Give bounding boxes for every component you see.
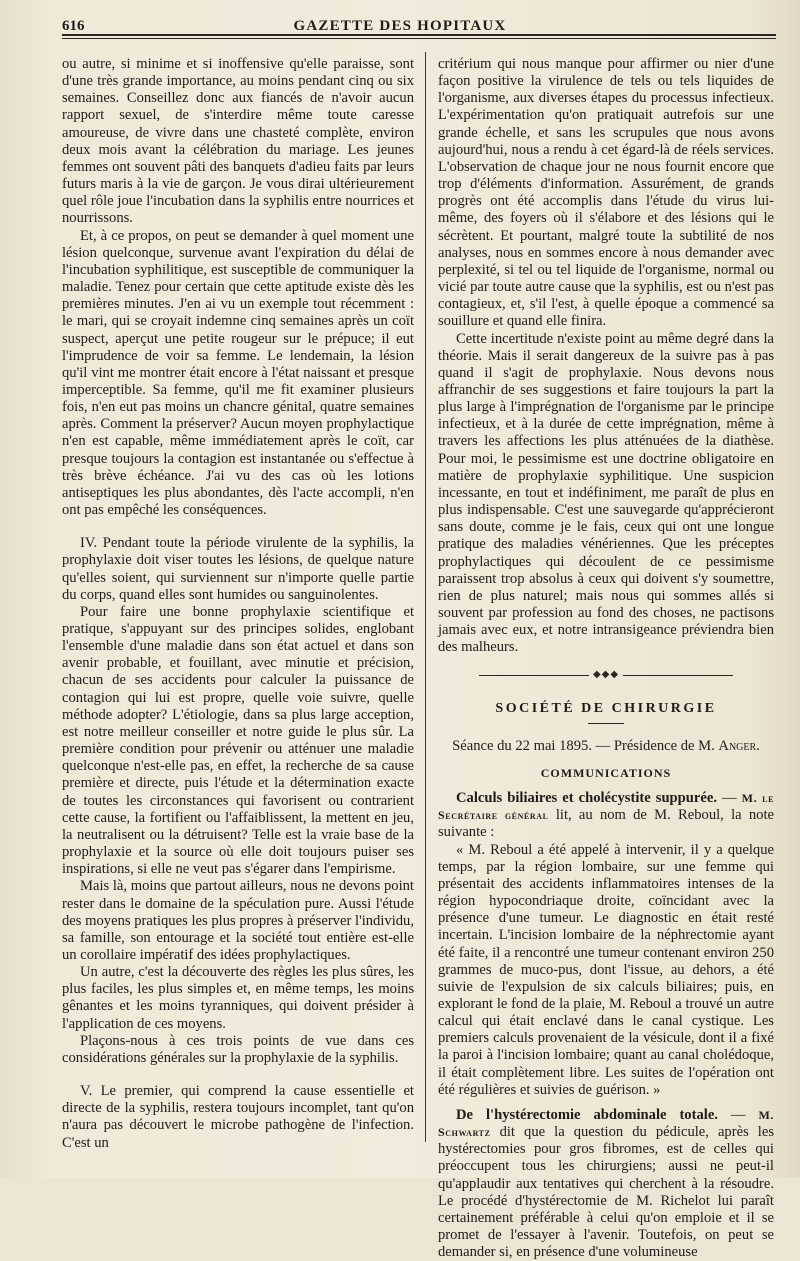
section-ornament: ◆◆◆ <box>438 666 774 683</box>
paragraph-section-v: V. Le premier, qui comprend la cause essentielle et directe de la syphilis, restera toujours incomplet, tant qu'on n'aura pas découvert le microbe pathogène de l'infection. C'est un <box>62 1083 414 1151</box>
seance-line <box>438 738 774 755</box>
article-title: De l'hystérectomie abdominale totale. <box>456 1106 718 1123</box>
column-divider <box>425 52 426 1142</box>
article-body: « M. Reboul a été appelé à intervenir, il y a quelque temps, par la région lombaire, sur une femme qui présentait des accidents inflammatoires intenses de la région hypocondriaque droite, coïncidant avec la présence d'une tumeur. Le diagnostic en était resté incertain. L'incision lombaire de la néphrectomie ayant été faite, il a rencontré une tumeur contenant environ 250 grammes de muco-pus, dont l'issue, au dehors, a été suivie de l'expulsion de six calculs biliaires; puis, en explorant le fond de la plaie, M. Reboul a trouvé un autre calcul qui était enclavé dans le canal cystique. Les premiers calculs provenaient de la vésicule, dont il a fixé la paroi à l'incision lombaire; quant au canal cholédoque, il était complètement libre. Les suites de l'opération ont été régulières et suivies de guérison. » <box>438 841 774 1098</box>
paragraph: Mais là, moins que partout ailleurs, nous ne devons point rester dans le domaine de la spéculation pure. Aussi l'étude des moyens pratiques les plus propres à préserver l'individu, sa famille, son entourage et la société tout entière est-elle un corollaire impératif des idées prophylactiques. <box>62 878 414 963</box>
journal-title: GAZETTE DES HOPITAUX <box>293 18 507 34</box>
right-column <box>438 56 774 1261</box>
seance-text: Séance du 22 mai 1895. — Présidence de M. <box>452 737 715 754</box>
paragraph: ou autre, si minime et si inoffensive qu'elle paraisse, sont d'une très grande importance, au moins pendant cinq ou six semaines. Conseillez donc aux fiancés de n'avoir aucun rapport sexuel, de s'interdire même toute caresse amoureuse, de vivre dans une chasteté complète, environ deux mois avant la célébration du mariage. Les jeunes femmes ont souvent pâti des banquets d'adieu faits par leurs futurs maris à la vie de garçon. Je vous dirai ultérieurement quel rôle joue l'incubation dans la syphilis entre nourrices et nourrissons. <box>62 56 414 227</box>
communications-heading: COMMUNICATIONS <box>540 765 672 780</box>
paragraph: Et, à ce propos, on peut se demander à quel moment une lésion quelconque, survenue avant l'expiration du délai de l'incubation syphilitique, est susceptible de communiquer la maladie. Tenez pour certain que cette aptitude existe dès les premières minutes. J'en ai vu un exemple tout récemment : le mari, qui se croyait indemne cinq semaines après un coït suspect, aperçut une petite rougeur sur le prépuce; il eut l'imprudence de voir sa femme. Le lendemain, la lésion qu'il vint me montrer était encore à l'état naissant et presque imperceptible. Sa femme, qu'il me fit examiner plusieurs fois, n'en eut pas moins un chancre génital, quatre semaines après. Comment la préserver? Aucun moyen prophylactique n'en est capable, même immédiatement après le coït, car presque toujours la contagion est instantanée ou s'effectue à très brève échéance. J'ai vu des cas où les lotions antiseptiques les plus abondantes, dès l'acte accompli, n'en ont pas empêché les conséquences. <box>62 227 414 519</box>
header-rule-thick <box>62 34 776 36</box>
article-intro: lit, au nom de M. Reboul, la note suivante : <box>438 807 774 841</box>
paragraph: Cette incertitude n'existe point au même degré dans la théorie. Mais il serait dangereux de la suivre pas à pas quand il s'agit de prophylaxie. Nous devons nous affranchir de ses suggestions et faire toujours la part la plus large à l'imprégnation de l'organisme par le principe infectieux, et à la durée de cette imprégnation, même à travers les affections les plus atténuées de la diathèse. Pour moi, le pessimisme est une doctrine obligatoire en matière de prophylaxie syphilitique. Une suspicion incessante, en tout et indéfiniment, me paraît de plus en plus indispensable. C'est une sauvegarde qu'apprécieront sans doute, comme je le fais, ceux qui ont une longue pratique des maladies vénériennes. Que les préceptes prophylactiques qui découlent de ce pessimisme paraissent trop absolus à ceux qui doivent s'y soumettre, rien de plus naturel; mais nous qui sommes allés si souvent par profession au fond des choses, ne pactisons jamais avec eux, et notre intransigeance préviendra bien des malheurs. <box>438 330 774 656</box>
speaker-name: M. Schwartz <box>438 1107 775 1140</box>
dash: — <box>717 1106 759 1123</box>
paragraph: Pour faire une bonne prophylaxie scientifique et pratique, s'appuyant sur des principes solides, englobant l'ensemble d'une maladie dans son état actuel et dans son avenir probable, et fouillant, avec minutie et précision, chacun de ses accidents pour calculer la puissance de contagion qui lui est propre, quelle voie suivre, quelle méthode adopter? L'étiologie, dans sa plus large acception, est notre meilleur conseiller et notre guide le plus sûr. La première condition pour prévenir ou atténuer une maladie quelconque n'est-elle pas, en effet, la recherche de sa cause première et directe, puis l'étude et la détermination exacte de toutes les circonstances qui favorisent ou contrarient cette cause, la fortifient ou l'affaiblissent, la mettent en jeu, la neutralisent ou la détruisent? Telle est la vraie base de la prophylaxie et la source où elle doit toujours puiser ses inspirations, si elle ne veut pas s'égarer dans l'empirisme. <box>62 603 414 878</box>
left-column <box>62 56 414 1152</box>
paragraph: critérium qui nous manque pour affirmer ou nier d'une façon positive la virulence de tels ou tels liquides de l'organisme, aux diverses étapes du processus infectieux. L'expérimentation qu'on pratiquait autrefois sur une grande échelle, et sans les scrupules que nous avons aujourd'hui, nous a rendu à cet égard-là de réels services. L'observation de chaque jour ne nous fournit encore que trop d'éléments d'information. Assurément, de grands progrès ont été accomplis dans l'étude du virus lui-même, des foyers où il s'élabore et des lésions qui le sécrètent. Et pourtant, malgré toute la subtilité de nos analyses, nous en sommes encore à nous demander avec perplexité, si tel ou tel liquide de l'organisme, normal ou vicié par toute autre cause que la syphilis, est ou n'est pas contagieux, et, s'il l'est, à quelle époque a commencé sa souillure et quand elle finira. <box>438 56 774 330</box>
section-title: SOCIÉTÉ DE CHIRURGIE <box>495 700 717 716</box>
article-calculs <box>438 790 774 841</box>
article-title: Calculs biliaires et cholécystite suppurée. <box>456 790 717 807</box>
speaker-name: M. le Secrétaire général <box>438 791 775 823</box>
article-hysterectomie <box>438 1107 774 1261</box>
paragraph: Plaçons-nous à ces trois points de vue dans ces considérations générales sur la prophylaxie de la syphilis. <box>62 1032 414 1066</box>
article-body: dit que la question du pédicule, après les hystérectomies pour gros fibromes, est de celles qui préoccupent tous les chirurgiens; aussi ne peut-il qu'applaudir aux tentatives qui cherchent à la résoudre. Le procédé d'hystérectomie de M. Richelot lui paraît certainement préférable à celui qu'on emploie et il se promet de l'essayer à l'avenir. Toutefois, on peut se demander si, en présence d'une volumineuse <box>438 1124 774 1261</box>
president-name: Anger. <box>718 737 760 754</box>
section-rule <box>588 723 624 724</box>
paragraph: Un autre, c'est la découverte des règles les plus sûres, les plus faciles, les plus simples et, en même temps, les moins gênantes et les moins tyranniques, qui doivent présider à l'application de ces moyens. <box>62 964 414 1032</box>
header-rule-thin <box>62 38 776 39</box>
dash: — <box>717 790 742 807</box>
page-number: 616 <box>62 18 85 34</box>
paragraph-section-iv: IV. Pendant toute la période virulente de la syphilis, la prophylaxie doit viser toutes les lésions, de quelque nature qu'elles soient, qui surviennent sur n'importe quelle partie du corps, quand elles sont humides ou sanguinolentes. <box>62 535 414 603</box>
